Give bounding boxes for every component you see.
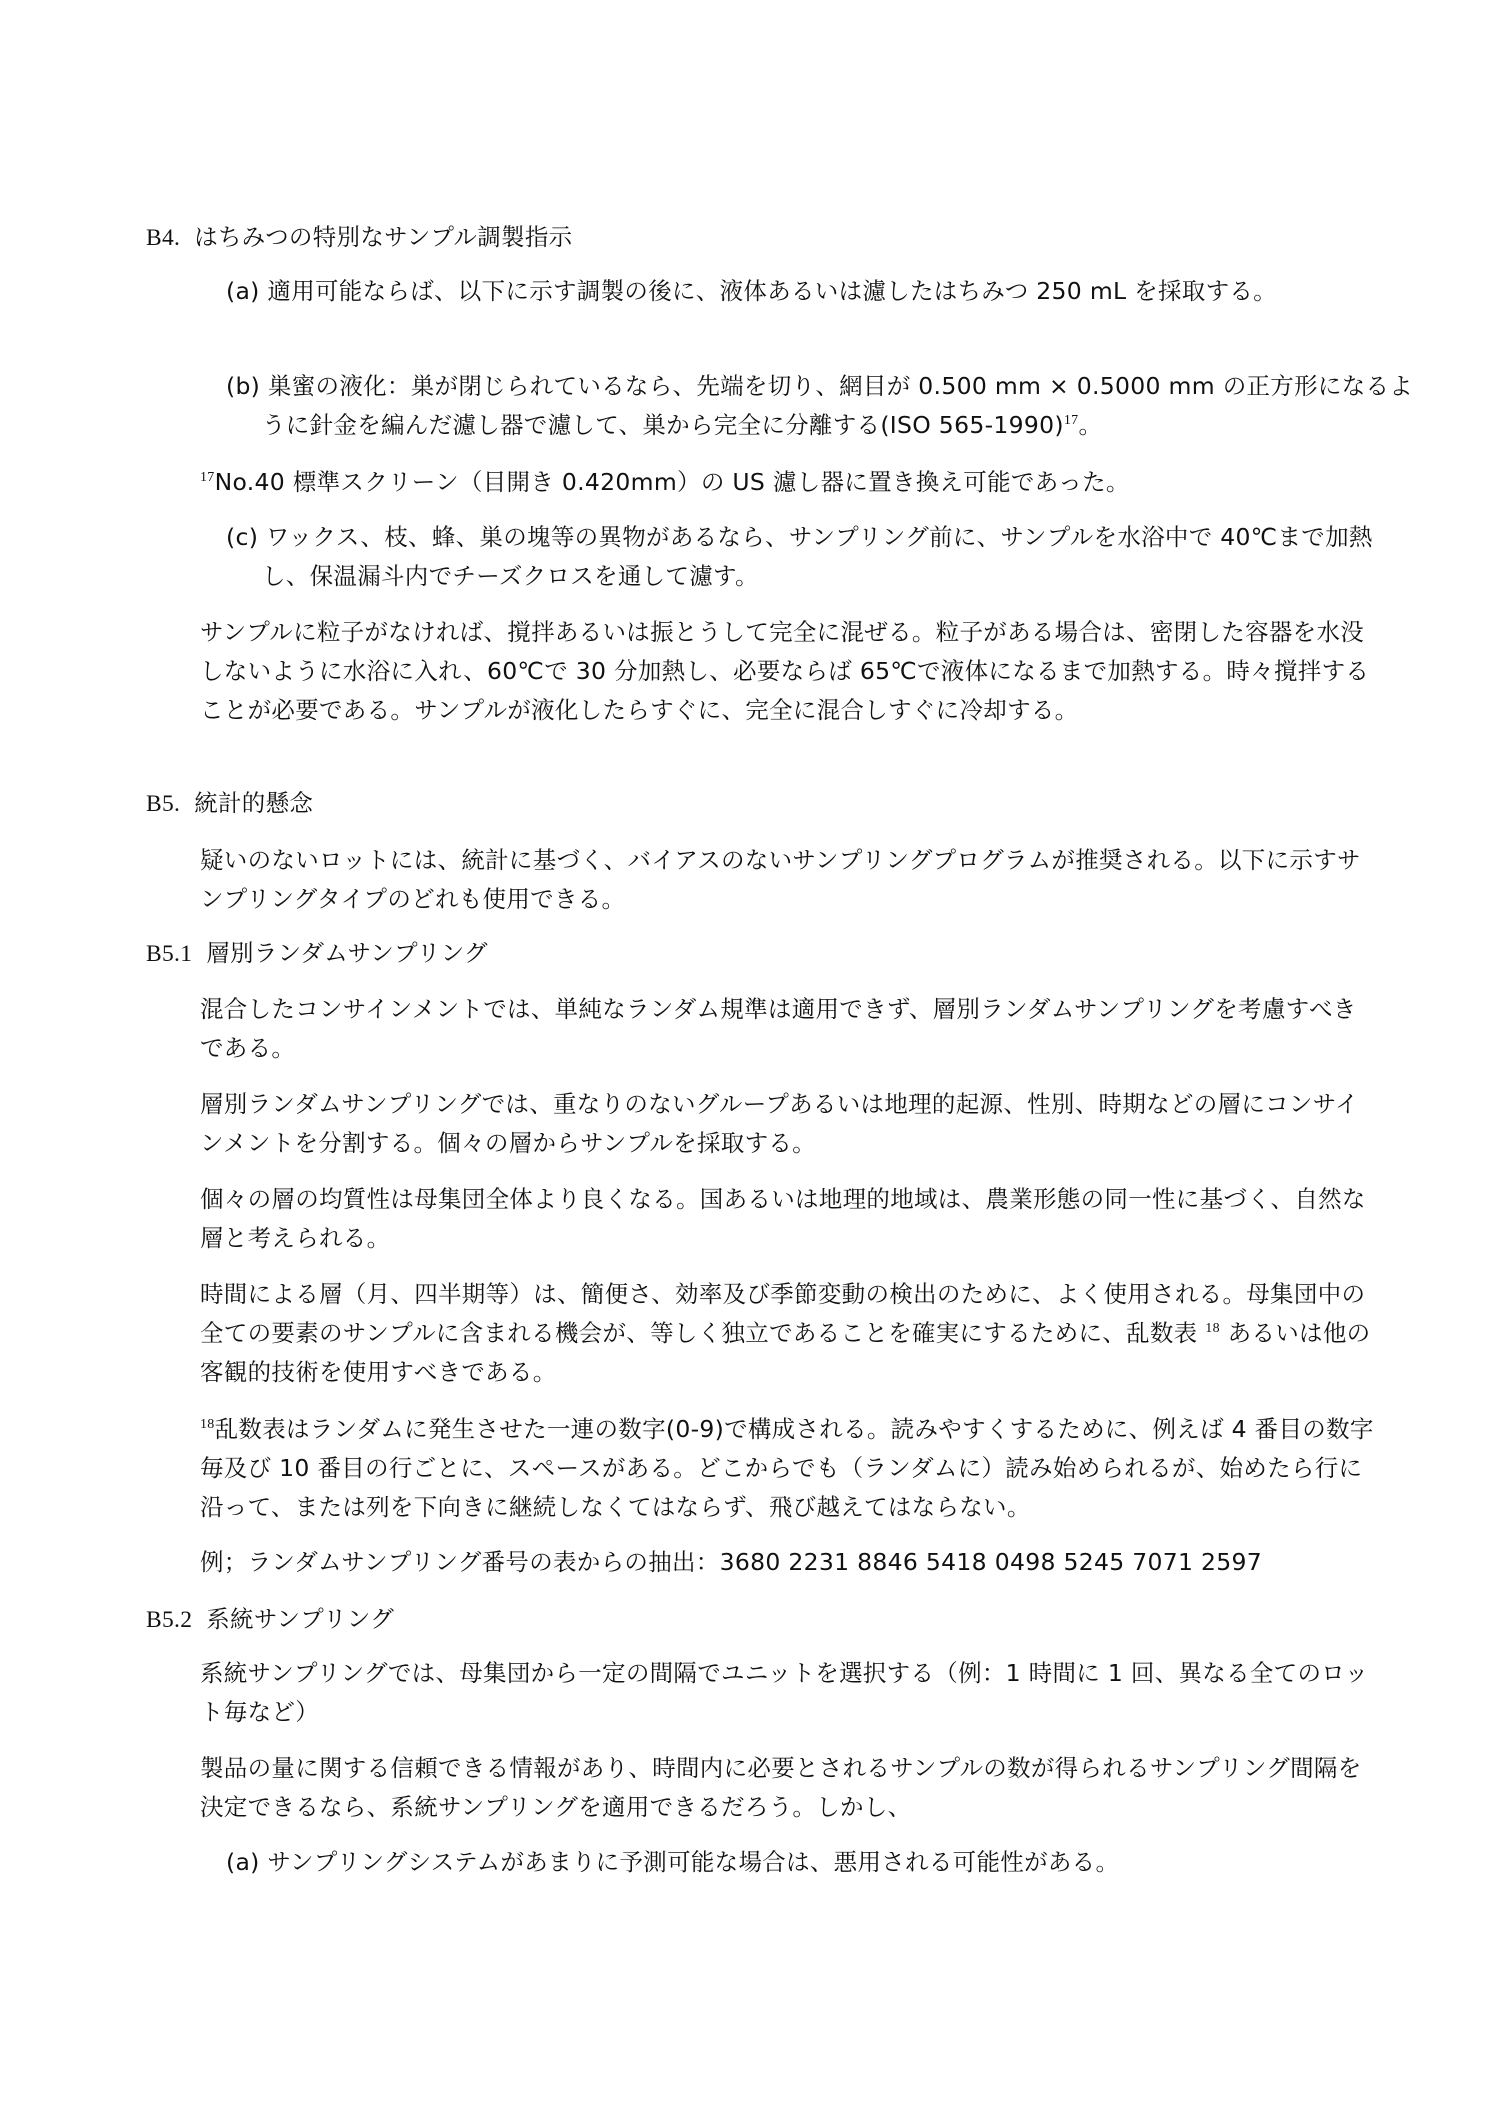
section-title: はちみつの特別なサンプル調製指示 <box>194 223 573 251</box>
section-heading-b5 <box>146 784 313 824</box>
b5-1-paragraph-4 <box>200 1275 1380 1392</box>
b5-1-paragraph-1: 混合したコンサインメントでは、単純なランダム規準は適用できず、層別ランダムサンプリングを考慮すべきである。 <box>200 995 1357 1062</box>
footnote-18-text: 乱数表はランダムに発生させた一連の数字(0-9)で構成される。読みやすくするために、例えば 4 番目の数字毎及び 10 番目の行ごとに、スペースがある。どこからでも（ランダムに）読み始められるが、始めたら行に沿って、または列を下向きに継続しなくてはならず、飛び越えてはならない。 <box>200 1415 1374 1521</box>
section-title: 層別ランダムサンプリング <box>206 939 488 967</box>
b4-item-c: (c) ワックス、枝、蜂、巣の塊等の異物があるなら、サンプリング前に、サンプルを水浴中で 40℃まで加熱し、保温漏斗内でチーズクロスを通して濾す。 <box>226 523 1373 590</box>
b5-2-paragraph-2: 製品の量に関する信頼できる情報があり、時間内に必要とされるサンプルの数が得られるサンプリング間隔を決定できるなら、系統サンプリングを適用できるだろう。しかし、 <box>200 1754 1362 1821</box>
b5-2-item-a: (a) サンプリングシステムがあまりに予測可能な場合は、悪用される可能性がある。 <box>226 1848 1120 1876</box>
footnote-17 <box>200 463 1380 502</box>
b5-2-paragraph-1: 系統サンプリングでは、母集団から一定の間隔でユニットを選択する（例：1 時間に 1 回、異なる全てのロット毎など） <box>200 1659 1369 1726</box>
b5-1-paragraph-2: 層別ランダムサンプリングでは、重なりのないグループあるいは地理的起源、性別、時期などの層にコンサインメントを分割する。個々の層からサンプルを採取する。 <box>200 1090 1359 1157</box>
footnote-mark-17: 17 <box>200 470 215 486</box>
footnote-ref-17: 17 <box>1063 413 1079 429</box>
random-number-example: 例；ランダムサンプリング番号の表からの抽出：3680 2231 8846 5418 0498 5245 7071 2597 <box>200 1548 1263 1576</box>
section-heading-b5-1 <box>146 934 488 974</box>
section-heading-b4 <box>146 218 572 258</box>
section-title: 系統サンプリング <box>206 1605 395 1633</box>
b5-1-paragraph-3: 個々の層の均質性は母集団全体より良くなる。国あるいは地理的地域は、農業形態の同一性に基づく、自然な層と考えられる。 <box>200 1185 1366 1252</box>
b4-item-b-text: (b) 巣蜜の液化：巣が閉じられているなら、先端を切り、網目が 0.500 mm × 0.5000 mm の正方形になるように針金を編んだ濾し器で濾して、巣から完全に分離する(ISO 565-1990) <box>226 372 1414 439</box>
b5-1-paragraph-4-text-a: 時間による層（月、四半期等）は、簡便さ、効率及び季節変動の検出のために、よく使用される。母集団中の全ての要素のサンプルに含まれる機会が、等しく独立であることを確実にするために、乱数表 <box>200 1280 1366 1347</box>
footnote-mark-18: 18 <box>200 1417 215 1433</box>
section-number: B5.2 <box>146 1607 193 1633</box>
section-number: B4. <box>146 225 181 251</box>
footnote-ref-18: 18 <box>1205 1321 1220 1337</box>
b4-item-b <box>226 367 1416 445</box>
b4-item-b-end: 。 <box>1078 411 1103 439</box>
b5-1-paragraph-4-text-b: あるいは他の客観的技術を使用すべきである。 <box>200 1319 1371 1386</box>
section-number: B5. <box>146 791 181 817</box>
section-number: B5.1 <box>146 941 193 967</box>
b4-paragraph: サンプルに粒子がなければ、撹拌あるいは振とうして完全に混ぜる。粒子がある場合は、密閉した容器を水没しないように水浴に入れ、60℃で 30 分加熱し、必要ならば 65℃で液体になるまで加熱する。時々撹拌することが必要である。サンプルが液化したらすぐに、完全に混合しすぐに冷却する。 <box>200 618 1370 724</box>
b4-item-a: (a) 適用可能ならば、以下に示す調製の後に、液体あるいは濾したはちみつ 250 mL を採取する。 <box>226 277 1277 305</box>
footnote-17-text: No.40 標準スクリーン（目開き 0.420mm）の US 濾し器に置き換え可能であった。 <box>214 468 1130 496</box>
section-title: 統計的懸念 <box>194 789 314 817</box>
section-heading-b5-2 <box>146 1600 394 1640</box>
b5-paragraph: 疑いのないロットには、統計に基づく、バイアスのないサンプリングプログラムが推奨される。以下に示すサンプリングタイプのどれも使用できる。 <box>200 846 1361 913</box>
footnote-18 <box>200 1410 1380 1527</box>
